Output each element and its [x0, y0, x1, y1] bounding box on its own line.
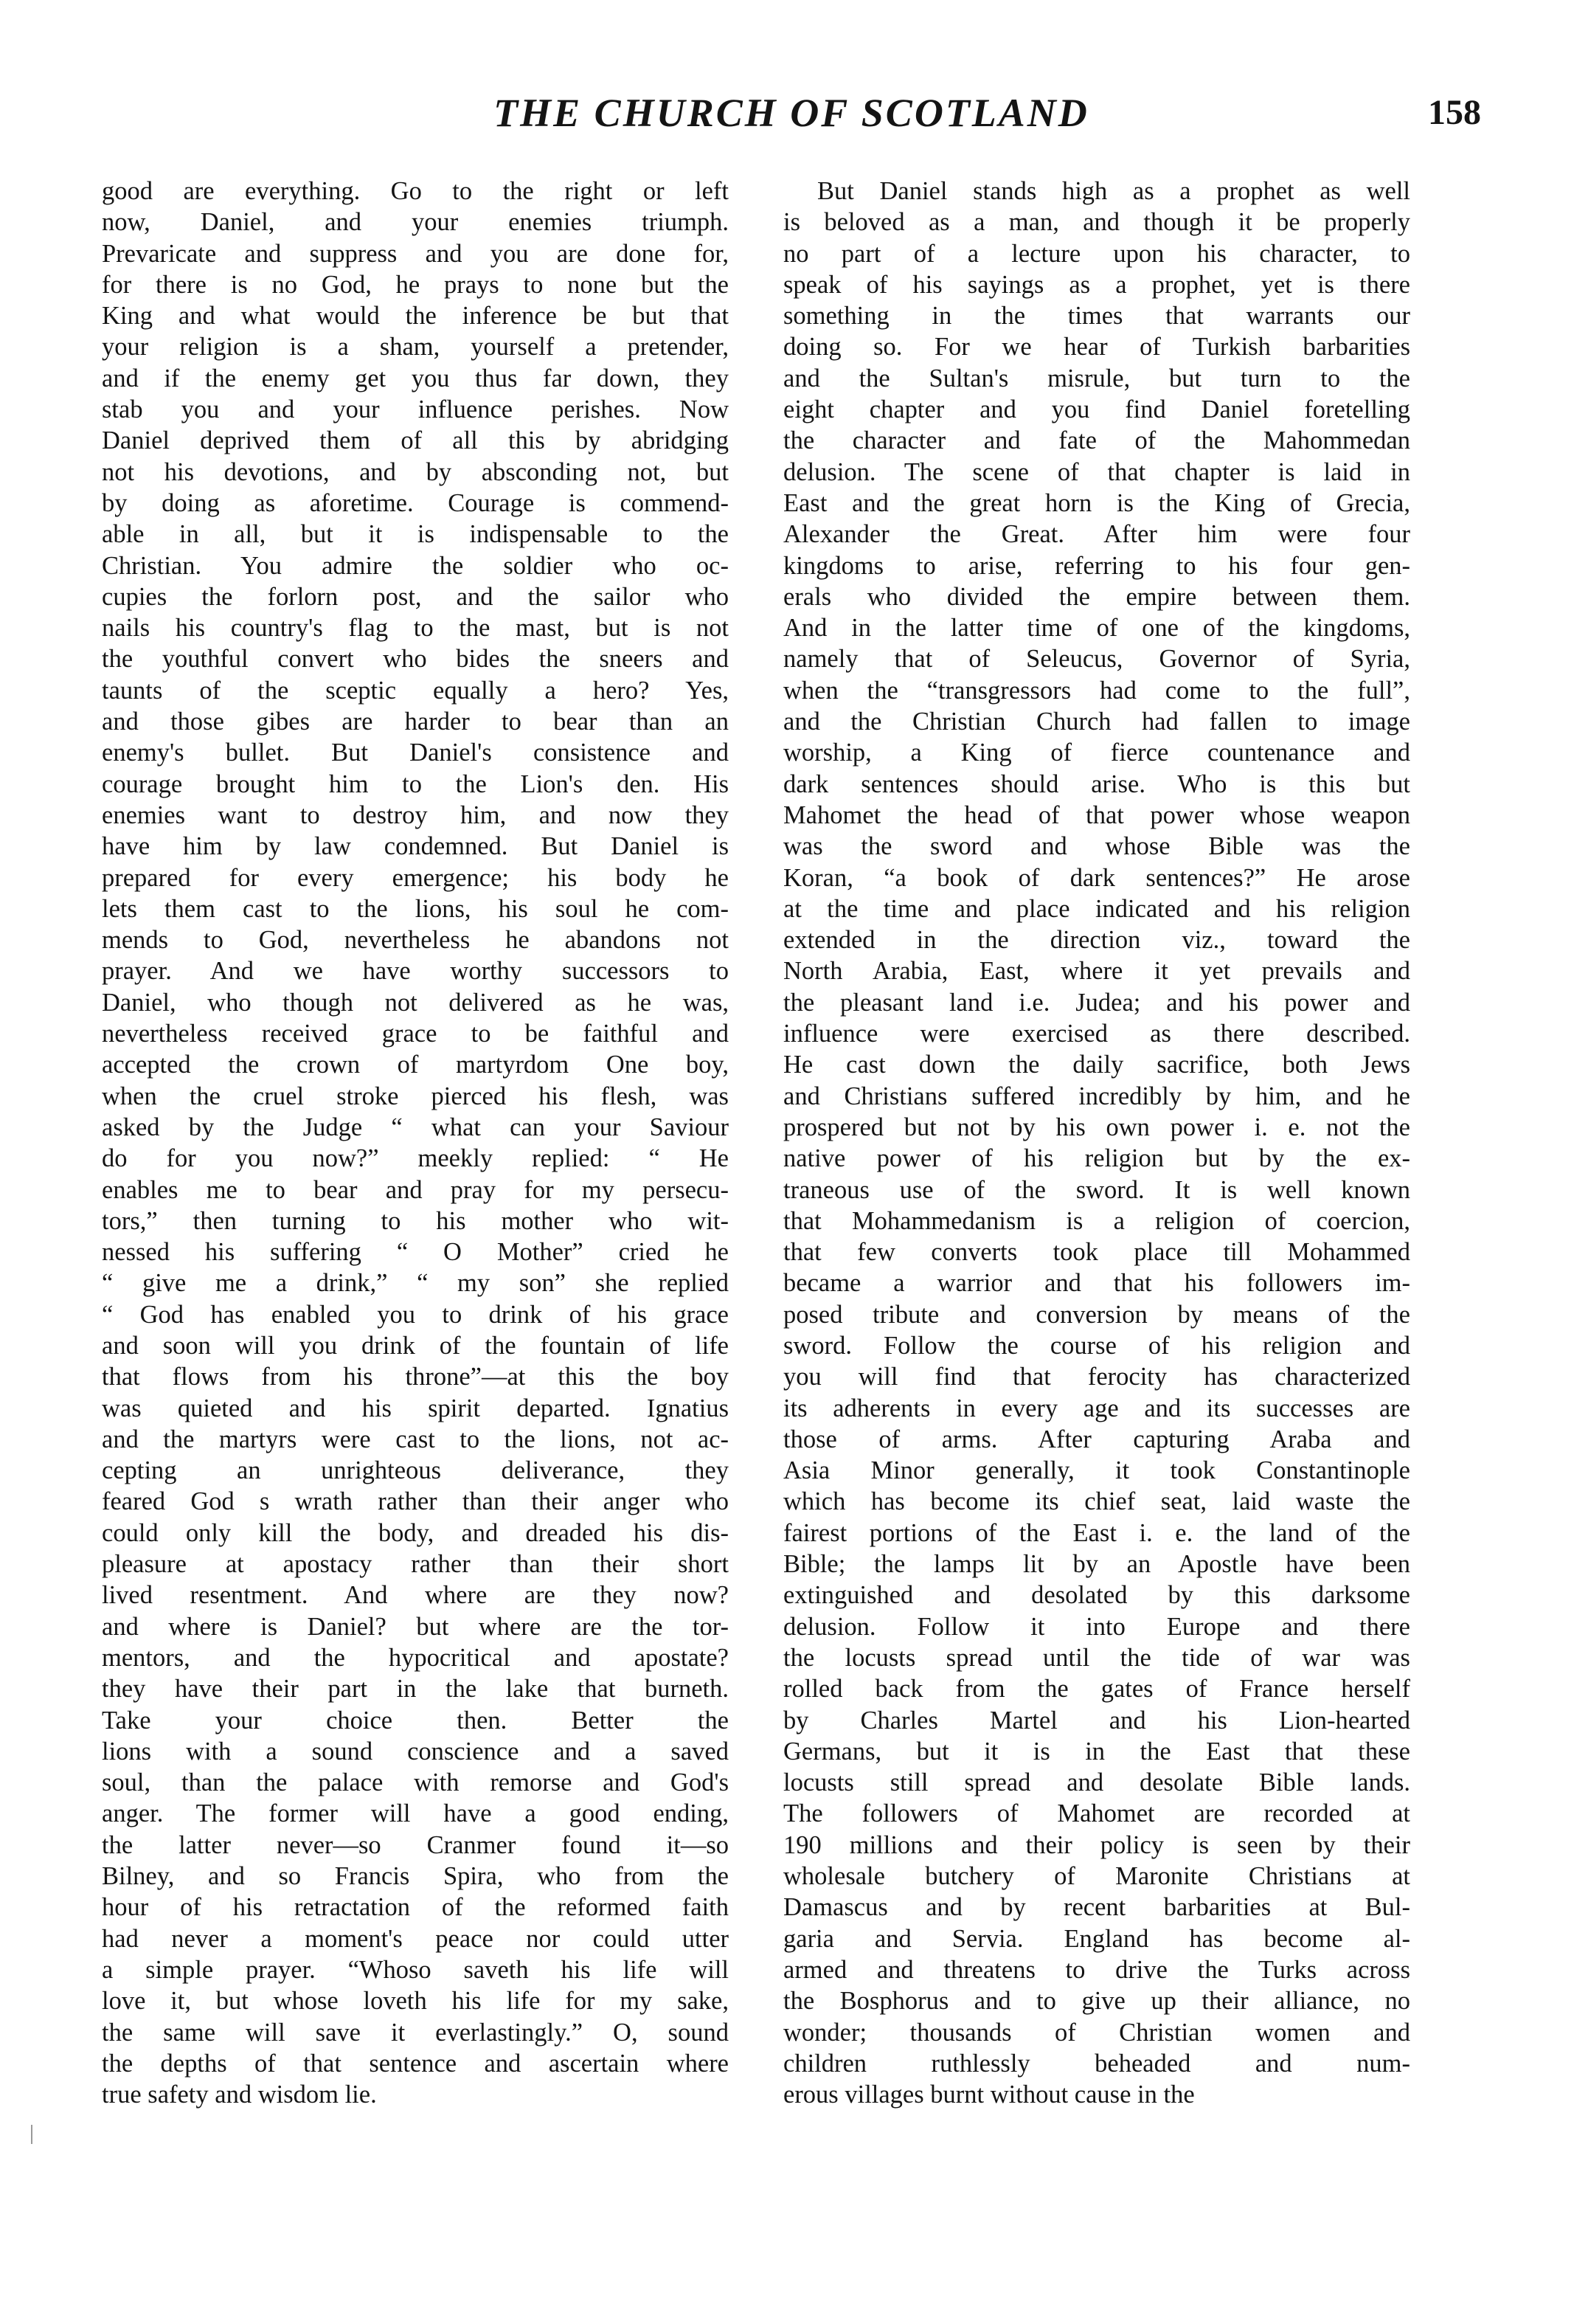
text-line: feared God s wrath rather than their anger who: [102, 1487, 729, 1516]
text-line: He cast down the daily sacrifice, both Jews: [783, 1051, 1410, 1079]
text-line: could only kill the body, and dreaded his dis-: [102, 1518, 729, 1547]
text-line: and Christians suffered incredibly by him, and he: [783, 1082, 1410, 1110]
text-line: prepared for every emergence; his body he: [102, 863, 729, 892]
text-line: the pleasant land i.e. Judea; and his power and: [783, 988, 1410, 1017]
left-column: [102, 176, 729, 2110]
text-line: Daniel, who though not delivered as he was,: [102, 988, 729, 1017]
text-line: Prevaricate and suppress and you are done for,: [102, 239, 729, 268]
text-line: able in all, but it is indispensable to the: [102, 520, 729, 549]
text-line: cupies the forlorn post, and the sailor who: [102, 582, 729, 611]
text-line: prospered but not by his own power i. e. not the: [783, 1113, 1410, 1141]
text-line: and if the enemy get you thus far down, they: [102, 364, 729, 392]
text-line: do for you now?” meekly replied: “ He: [102, 1144, 729, 1173]
text-line: good are everything. Go to the right or left: [102, 177, 729, 205]
text-line: no part of a lecture upon his character, to: [783, 239, 1410, 268]
text-line: something in the times that warrants our: [783, 302, 1410, 331]
text-line: “ give me a drink,” “ my son” she replied: [102, 1269, 729, 1298]
text-line: the depths of that sentence and ascertain where: [102, 2049, 729, 2078]
text-line: worship, a King of fierce countenance and: [783, 739, 1410, 767]
text-line: and where is Daniel? but where are the tor-: [102, 1612, 729, 1641]
text-line: anger. The former will have a good ending,: [102, 1799, 729, 1828]
text-line: and the Christian Church had fallen to image: [783, 708, 1410, 736]
text-line: But Daniel stands high as a prophet as well: [817, 177, 1410, 205]
text-line: extinguished and desolated by this darksome: [783, 1581, 1410, 1610]
text-line: have him by law condemned. But Daniel is: [102, 832, 729, 861]
text-line: enables me to bear and pray for my persecu-: [102, 1175, 729, 1204]
text-line: became a warrior and that his followers im-: [783, 1269, 1410, 1298]
text-line: the character and fate of the Mahommedan: [783, 426, 1410, 455]
text-line: armed and threatens to drive the Turks across: [783, 1955, 1410, 1984]
text-line: when the “transgressors had come to the full”,: [783, 676, 1410, 705]
text-line: the Bosphorus and to give up their alliance, no: [783, 1987, 1410, 2016]
text-line: when the cruel stroke pierced his flesh, was: [102, 1082, 729, 1110]
text-line: mentors, and the hypocritical and apostate?: [102, 1643, 729, 1672]
text-line: The followers of Mahomet are recorded at: [783, 1799, 1410, 1828]
text-line: and the Sultan's misrule, but turn to the: [783, 364, 1410, 392]
text-line: you will find that ferocity has characterized: [783, 1363, 1410, 1391]
text-line: kingdoms to arise, referring to his four gen-: [783, 551, 1410, 580]
text-line: Christian. You admire the soldier who oc-: [102, 551, 729, 580]
text-line: fairest portions of the East i. e. the land of the: [783, 1518, 1410, 1547]
text-line: influence were exercised as there described.: [783, 1020, 1410, 1048]
text-line: love it, but whose loveth his life for my sake,: [102, 1987, 729, 2016]
text-line: cepting an unrighteous deliverance, they: [102, 1456, 729, 1485]
text-line: doing so. For we hear of Turkish barbarities: [783, 333, 1410, 362]
text-line: namely that of Seleucus, Governor of Syria,: [783, 645, 1410, 674]
text-line: at the time and place indicated and his religion: [783, 894, 1410, 923]
text-line: that flows from his throne”—at this the boy: [102, 1363, 729, 1391]
text-line: soul, than the palace with remorse and God's: [102, 1768, 729, 1797]
text-line: the youthful convert who bides the sneers and: [102, 645, 729, 674]
page-header: [102, 87, 1481, 139]
text-line: lions with a sound conscience and a saved: [102, 1737, 729, 1766]
text-line: children ruthlessly beheaded and num-: [783, 2049, 1410, 2078]
text-line: traneous use of the sword. It is well known: [783, 1175, 1410, 1204]
text-line: and the martyrs were cast to the lions, not ac-: [102, 1425, 729, 1453]
text-line: Damascus and by recent barbarities at Bul-: [783, 1893, 1410, 1922]
text-line: nessed his suffering “ O Mother” cried he: [102, 1238, 729, 1267]
text-line: your religion is a sham, yourself a pretender,: [102, 333, 729, 362]
text-line: not his devotions, and by absconding not, but: [102, 457, 729, 486]
text-line: those of arms. After capturing Araba and: [783, 1425, 1410, 1453]
text-line: they have their part in the lake that burneth.: [102, 1675, 729, 1704]
text-line: King and what would the inference be but that: [102, 302, 729, 331]
text-line: And in the latter time of one of the kingdoms,: [783, 614, 1410, 643]
text-line: extended in the direction viz., toward the: [783, 926, 1410, 955]
text-line: lived resentment. And where are they now?: [102, 1581, 729, 1610]
text-line: and those gibes are harder to bear than an: [102, 708, 729, 736]
text-line: taunts of the sceptic equally a hero? Yes,: [102, 676, 729, 705]
text-line: delusion. The scene of that chapter is laid in: [783, 457, 1410, 486]
text-line: 190 millions and their policy is seen by their: [783, 1830, 1410, 1859]
text-line: by Charles Martel and his Lion-hearted: [783, 1706, 1410, 1735]
text-line: dark sentences should arise. Who is this but: [783, 770, 1410, 798]
text-line: for there is no God, he prays to none but the: [102, 270, 729, 299]
text-line: the latter never—so Cranmer found it—so: [102, 1830, 729, 1859]
text-line: was quieted and his spirit departed. Ignatius: [102, 1394, 729, 1422]
text-line: wholesale butchery of Maronite Christians at: [783, 1862, 1410, 1891]
right-column: [783, 176, 1410, 2110]
text-line: “ God has enabled you to drink of his grace: [102, 1300, 729, 1329]
text-line: native power of his religion but by the ex-: [783, 1144, 1410, 1173]
text-line: Mahomet the head of that power whose weapon: [783, 800, 1410, 829]
text-line: speak of his sayings as a prophet, yet is there: [783, 270, 1410, 299]
text-line: Germans, but it is in the East that these: [783, 1737, 1410, 1766]
text-line: Bible; the lamps lit by an Apostle have been: [783, 1550, 1410, 1579]
text-line: true safety and wisdom lie.: [102, 2081, 377, 2109]
text-line: that Mohammedanism is a religion of coercion,: [783, 1206, 1410, 1235]
text-line: erals who divided the empire between them.: [783, 582, 1410, 611]
text-line: the locusts spread until the tide of war was: [783, 1643, 1410, 1672]
text-line: Asia Minor generally, it took Constantinople: [783, 1456, 1410, 1485]
text-line: Bilney, and so Francis Spira, who from the: [102, 1862, 729, 1891]
text-line: wonder; thousands of Christian women and: [783, 2018, 1410, 2047]
text-line: Daniel deprived them of all this by abridging: [102, 426, 729, 455]
text-line: posed tribute and conversion by means of the: [783, 1300, 1410, 1329]
text-line: that few converts took place till Mohammed: [783, 1238, 1410, 1267]
text-line: its adherents in every age and its successes are: [783, 1394, 1410, 1422]
text-line: was the sword and whose Bible was the: [783, 832, 1410, 861]
text-line: garia and Servia. England has become al-: [783, 1924, 1410, 1953]
text-line: enemies want to destroy him, and now they: [102, 800, 729, 829]
text-line: the same will save it everlastingly.” O, sound: [102, 2018, 729, 2047]
text-line: prayer. And we have worthy successors to: [102, 957, 729, 986]
text-line: nevertheless received grace to be faithful and: [102, 1020, 729, 1048]
text-line: a simple prayer. “Whoso saveth his life will: [102, 1955, 729, 1984]
running-title: THE CHURCH OF SCOTLAND: [493, 91, 1089, 135]
text-line: enemy's bullet. But Daniel's consistence and: [102, 739, 729, 767]
text-line: North Arabia, East, where it yet prevails and: [783, 957, 1410, 986]
text-line: courage brought him to the Lion's den. His: [102, 770, 729, 798]
text-line: lets them cast to the lions, his soul he com-: [102, 894, 729, 923]
text-line: now, Daniel, and your enemies triumph.: [102, 208, 729, 237]
text-line: Take your choice then. Better the: [102, 1706, 729, 1735]
text-line: asked by the Judge “ what can your Saviour: [102, 1113, 729, 1141]
text-line: hour of his retractation of the reformed faith: [102, 1893, 729, 1922]
text-line: rolled back from the gates of France herself: [783, 1675, 1410, 1704]
text-line: delusion. Follow it into Europe and there: [783, 1612, 1410, 1641]
page-number: 158: [1428, 93, 1481, 132]
text-line: stab you and your influence perishes. Now: [102, 395, 729, 424]
text-line: Alexander the Great. After him were four: [783, 520, 1410, 549]
text-line: nails his country's flag to the mast, but is not: [102, 614, 729, 643]
text-line: pleasure at apostacy rather than their short: [102, 1550, 729, 1579]
text-line: mends to God, nevertheless he abandons not: [102, 926, 729, 955]
text-line: eight chapter and you find Daniel foretelling: [783, 395, 1410, 424]
text-line: sword. Follow the course of his religion and: [783, 1331, 1410, 1360]
text-line: by doing as aforetime. Courage is commend-: [102, 488, 729, 517]
text-line: and soon will you drink of the fountain of life: [102, 1331, 729, 1360]
text-line: tors,” then turning to his mother who wit-: [102, 1206, 729, 1235]
text-line: erous villages burnt without cause in the: [783, 2081, 1195, 2109]
text-line: is beloved as a man, and though it be properly: [783, 208, 1410, 237]
text-line: which has become its chief seat, laid waste the: [783, 1487, 1410, 1516]
text-line: accepted the crown of martyrdom One boy,: [102, 1051, 729, 1079]
text-line: Koran, “a book of dark sentences?” He arose: [783, 863, 1410, 892]
text-line: East and the great horn is the King of Grecia,: [783, 488, 1410, 517]
margin-mark: [31, 2125, 32, 2144]
text-line: had never a moment's peace nor could utter: [102, 1924, 729, 1953]
text-line: locusts still spread and desolate Bible lands.: [783, 1768, 1410, 1797]
